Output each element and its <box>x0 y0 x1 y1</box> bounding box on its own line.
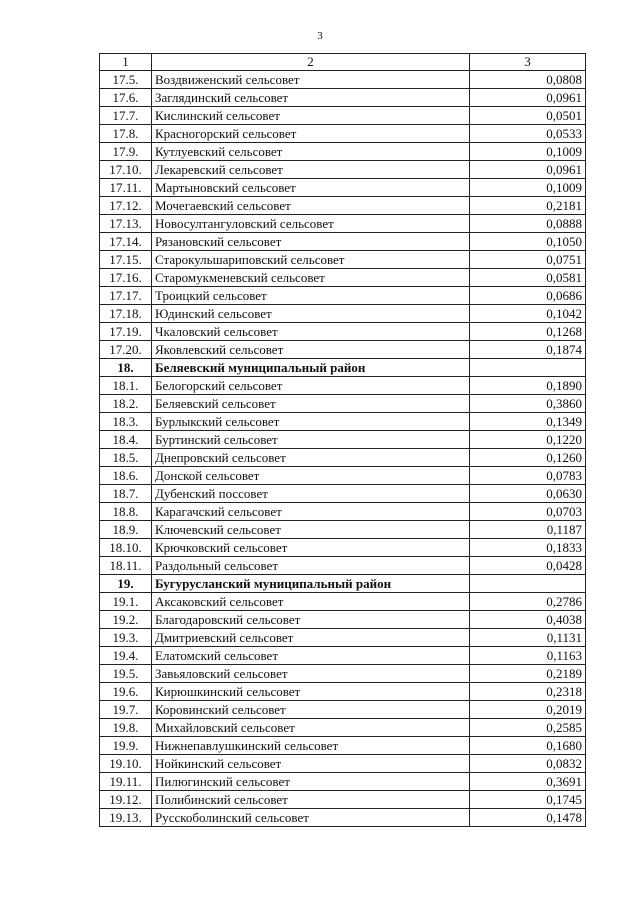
row-number: 19.8. <box>100 719 152 737</box>
row-value: 0,1268 <box>470 323 586 341</box>
row-value: 0,2019 <box>470 701 586 719</box>
section-row <box>100 359 586 377</box>
table-row <box>100 737 586 755</box>
row-value: 0,1478 <box>470 809 586 827</box>
table-row <box>100 395 586 413</box>
table-row <box>100 557 586 575</box>
row-value: 0,1163 <box>470 647 586 665</box>
table-row <box>100 539 586 557</box>
table-row <box>100 305 586 323</box>
row-value <box>470 575 586 593</box>
row-value: 0,1187 <box>470 521 586 539</box>
row-name: Воздвиженский сельсовет <box>152 71 470 89</box>
table-row <box>100 323 586 341</box>
row-value: 0,3691 <box>470 773 586 791</box>
table-row <box>100 503 586 521</box>
row-value: 0,3860 <box>470 395 586 413</box>
row-name: Лекаревский сельсовет <box>152 161 470 179</box>
row-number: 17.11. <box>100 179 152 197</box>
row-value: 0,0581 <box>470 269 586 287</box>
row-name: Дубенский поссовет <box>152 485 470 503</box>
row-value: 0,2585 <box>470 719 586 737</box>
column-header-name: 2 <box>152 54 470 71</box>
row-name: Мочегаевский сельсовет <box>152 197 470 215</box>
row-number: 18.8. <box>100 503 152 521</box>
table-row <box>100 287 586 305</box>
row-name: Буртинский сельсовет <box>152 431 470 449</box>
row-value: 0,0961 <box>470 89 586 107</box>
row-name: Крючковский сельсовет <box>152 539 470 557</box>
row-value: 0,1009 <box>470 179 586 197</box>
table-row <box>100 467 586 485</box>
row-name: Коровинский сельсовет <box>152 701 470 719</box>
table-row <box>100 521 586 539</box>
row-value: 0,0832 <box>470 755 586 773</box>
row-number: 18.10. <box>100 539 152 557</box>
row-value: 0,0783 <box>470 467 586 485</box>
row-name: Нойкинский сельсовет <box>152 755 470 773</box>
row-name: Раздольный сельсовет <box>152 557 470 575</box>
row-number: 17.13. <box>100 215 152 233</box>
row-value: 0,0961 <box>470 161 586 179</box>
row-number: 19.9. <box>100 737 152 755</box>
allocation-table <box>99 53 586 827</box>
row-value: 0,2189 <box>470 665 586 683</box>
row-name: Рязановский сельсовет <box>152 233 470 251</box>
row-number: 18.6. <box>100 467 152 485</box>
table-row <box>100 755 586 773</box>
row-name: Дмитриевский сельсовет <box>152 629 470 647</box>
row-value: 0,2786 <box>470 593 586 611</box>
row-number: 19. <box>100 575 152 593</box>
row-value: 0,0428 <box>470 557 586 575</box>
table-row <box>100 161 586 179</box>
row-name: Днепровский сельсовет <box>152 449 470 467</box>
table-row <box>100 251 586 269</box>
row-number: 19.2. <box>100 611 152 629</box>
row-name: Благодаровский сельсовет <box>152 611 470 629</box>
row-number: 19.3. <box>100 629 152 647</box>
row-number: 17.18. <box>100 305 152 323</box>
row-number: 18.1. <box>100 377 152 395</box>
table-row <box>100 593 586 611</box>
row-value: 0,0686 <box>470 287 586 305</box>
row-value: 0,1042 <box>470 305 586 323</box>
row-value: 0,0751 <box>470 251 586 269</box>
table-row <box>100 683 586 701</box>
row-value: 0,0533 <box>470 125 586 143</box>
row-name: Кирюшкинский сельсовет <box>152 683 470 701</box>
row-name: Новосултангуловский сельсовет <box>152 215 470 233</box>
row-name: Полибинский сельсовет <box>152 791 470 809</box>
row-number: 19.12. <box>100 791 152 809</box>
row-number: 19.4. <box>100 647 152 665</box>
column-header-number: 1 <box>100 54 152 71</box>
row-number: 18.3. <box>100 413 152 431</box>
row-value: 0,0888 <box>470 215 586 233</box>
table-row <box>100 773 586 791</box>
table-row <box>100 665 586 683</box>
table-row <box>100 791 586 809</box>
row-name: Заглядинский сельсовет <box>152 89 470 107</box>
table-row <box>100 431 586 449</box>
row-number: 18. <box>100 359 152 377</box>
row-value: 0,1260 <box>470 449 586 467</box>
row-value: 0,4038 <box>470 611 586 629</box>
row-name: Яковлевский сельсовет <box>152 341 470 359</box>
row-number: 17.17. <box>100 287 152 305</box>
row-name: Старомукменевский сельсовет <box>152 269 470 287</box>
row-number: 17.20. <box>100 341 152 359</box>
row-value: 0,1890 <box>470 377 586 395</box>
row-value: 0,1349 <box>470 413 586 431</box>
row-number: 19.5. <box>100 665 152 683</box>
table-row <box>100 89 586 107</box>
row-number: 17.15. <box>100 251 152 269</box>
row-value: 0,1833 <box>470 539 586 557</box>
table-row <box>100 449 586 467</box>
row-number: 17.16. <box>100 269 152 287</box>
row-number: 17.12. <box>100 197 152 215</box>
table-row <box>100 125 586 143</box>
row-value: 0,0501 <box>470 107 586 125</box>
row-name: Карагачский сельсовет <box>152 503 470 521</box>
row-value: 0,2181 <box>470 197 586 215</box>
table-header-row <box>100 54 586 71</box>
row-number: 17.19. <box>100 323 152 341</box>
row-number: 17.7. <box>100 107 152 125</box>
table-row <box>100 611 586 629</box>
row-name: Старокульшариповский сельсовет <box>152 251 470 269</box>
table-body <box>100 71 586 827</box>
row-value: 0,1680 <box>470 737 586 755</box>
table-row <box>100 179 586 197</box>
row-number: 18.7. <box>100 485 152 503</box>
row-number: 18.2. <box>100 395 152 413</box>
row-value: 0,1131 <box>470 629 586 647</box>
table-row <box>100 143 586 161</box>
row-name: Красногорский сельсовет <box>152 125 470 143</box>
row-name: Бурлыкский сельсовет <box>152 413 470 431</box>
table-row <box>100 107 586 125</box>
row-name: Завьяловский сельсовет <box>152 665 470 683</box>
row-value <box>470 359 586 377</box>
row-number: 17.9. <box>100 143 152 161</box>
row-value: 0,1050 <box>470 233 586 251</box>
row-name: Кутлуевский сельсовет <box>152 143 470 161</box>
row-name: Елатомский сельсовет <box>152 647 470 665</box>
row-number: 18.11. <box>100 557 152 575</box>
table-row <box>100 71 586 89</box>
row-value: 0,1009 <box>470 143 586 161</box>
table-row <box>100 629 586 647</box>
row-name: Белогорский сельсовет <box>152 377 470 395</box>
row-value: 0,1745 <box>470 791 586 809</box>
table-row <box>100 413 586 431</box>
row-number: 17.5. <box>100 71 152 89</box>
row-name: Бугурусланский муниципальный район <box>152 575 470 593</box>
table-row <box>100 197 586 215</box>
row-name: Михайловский сельсовет <box>152 719 470 737</box>
table-row <box>100 269 586 287</box>
page-number: 3 <box>317 30 323 42</box>
row-number: 19.10. <box>100 755 152 773</box>
column-header-value: 3 <box>470 54 586 71</box>
row-number: 19.13. <box>100 809 152 827</box>
table-row <box>100 233 586 251</box>
row-number: 19.11. <box>100 773 152 791</box>
row-value: 0,1220 <box>470 431 586 449</box>
row-value: 0,0630 <box>470 485 586 503</box>
row-name: Троицкий сельсовет <box>152 287 470 305</box>
row-value: 0,0808 <box>470 71 586 89</box>
row-name: Чкаловский сельсовет <box>152 323 470 341</box>
table-row <box>100 701 586 719</box>
row-name: Пилюгинский сельсовет <box>152 773 470 791</box>
row-number: 19.6. <box>100 683 152 701</box>
table-row <box>100 341 586 359</box>
row-name: Ключевский сельсовет <box>152 521 470 539</box>
table-row <box>100 377 586 395</box>
row-name: Мартыновский сельсовет <box>152 179 470 197</box>
row-value: 0,2318 <box>470 683 586 701</box>
row-number: 17.8. <box>100 125 152 143</box>
table-row <box>100 215 586 233</box>
row-name: Кислинский сельсовет <box>152 107 470 125</box>
row-number: 19.7. <box>100 701 152 719</box>
section-row <box>100 575 586 593</box>
row-number: 17.10. <box>100 161 152 179</box>
table-row <box>100 719 586 737</box>
row-value: 0,1874 <box>470 341 586 359</box>
row-number: 18.9. <box>100 521 152 539</box>
row-number: 17.6. <box>100 89 152 107</box>
row-name: Беляевский муниципальный район <box>152 359 470 377</box>
row-name: Донской сельсовет <box>152 467 470 485</box>
row-number: 19.1. <box>100 593 152 611</box>
row-name: Юдинский сельсовет <box>152 305 470 323</box>
row-name: Русскоболинский сельсовет <box>152 809 470 827</box>
row-name: Нижнепавлушкинский сельсовет <box>152 737 470 755</box>
table-row <box>100 485 586 503</box>
row-number: 18.4. <box>100 431 152 449</box>
row-name: Беляевский сельсовет <box>152 395 470 413</box>
row-number: 17.14. <box>100 233 152 251</box>
row-value: 0,0703 <box>470 503 586 521</box>
table-row <box>100 647 586 665</box>
row-number: 18.5. <box>100 449 152 467</box>
row-name: Аксаковский сельсовет <box>152 593 470 611</box>
table-row <box>100 809 586 827</box>
